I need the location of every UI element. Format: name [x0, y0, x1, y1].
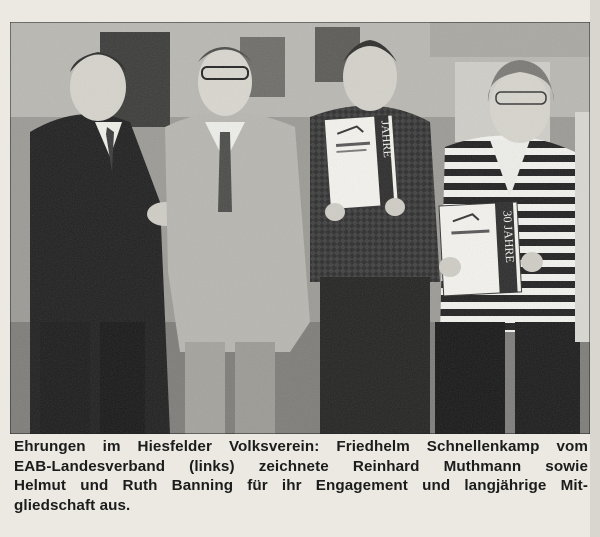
news-photo: [10, 22, 590, 434]
photo-caption: [14, 437, 588, 515]
caption-line-1: Ehrungen im Hiesfelder Volksverein: Friedhelm Schnellenkamp vom: [14, 438, 588, 455]
caption-line-3: Helmut und Ruth Banning für ihr Engagement und langjährige Mit-: [14, 477, 588, 494]
caption-line-4: gliedschaft aus.: [14, 496, 131, 514]
page-edge: [590, 0, 600, 537]
caption-line-2: EAB-Landesverband (links) zeichnete Reinhard Muthmann sowie: [14, 457, 588, 475]
photo-illustration: [10, 22, 590, 434]
